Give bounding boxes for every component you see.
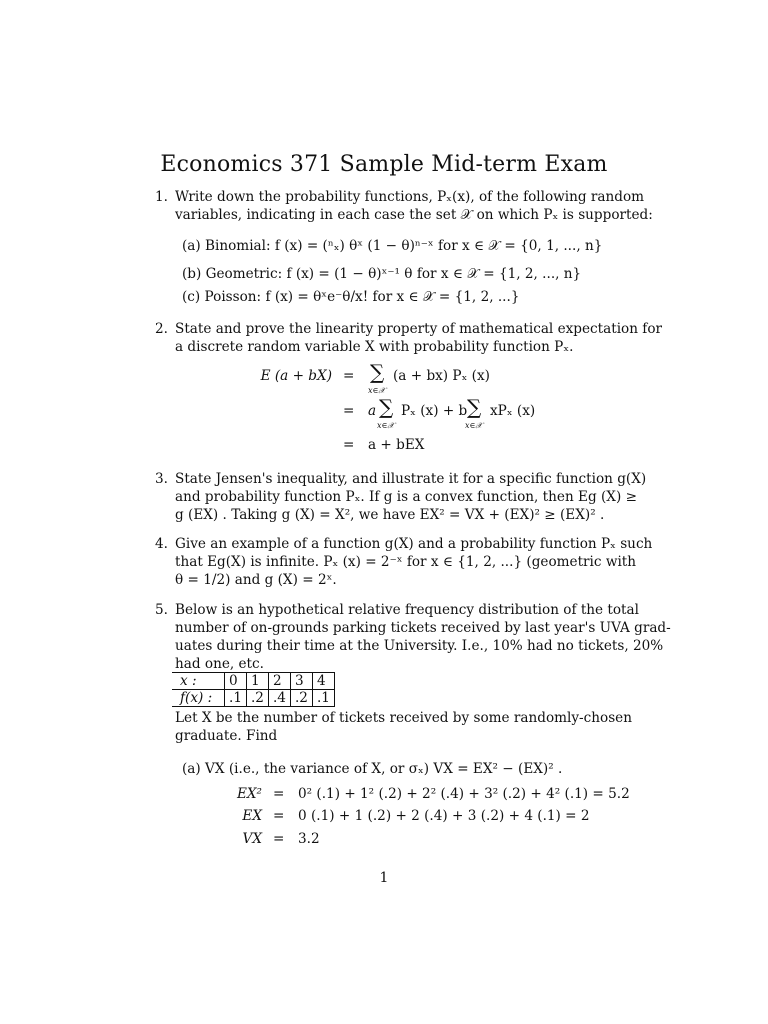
table-cell: .1 [225,690,247,707]
table-row-label: x : [172,673,225,690]
q5-text-line4: had one, etc. [175,656,264,672]
table-cell: 3 [290,673,312,690]
page-number: 1 [379,870,389,886]
q2-eq2-a: a [368,403,377,419]
table-cell: 1 [246,673,268,690]
q2-sum-subscript: x∈𝒳 [377,421,395,430]
q4-text-line3: θ = 1/2) and g (X) = 2ˣ. [175,572,337,588]
q2-sum-subscript: x∈𝒳 [465,421,483,430]
q2-number: 2. [155,321,168,337]
q5-number: 5. [155,602,168,618]
q5-eq3-lhs: VX [242,831,262,847]
q1-text-line1: Write down the probability functions, Pₓ(x), of the following random [175,189,645,205]
q2-eq2-sign: = [343,403,355,419]
table-row [172,690,334,707]
q5-text-line1: Below is an hypothetical relative frequency distribution of the total [175,602,639,618]
q5-eq1-lhs: EX² [236,786,262,802]
q1-number: 1. [155,189,168,205]
q1-text-line2: variables, indicating in each case the set 𝒳 on which Pₓ is supported: [175,207,653,223]
q2-eq3-sign: = [343,437,355,453]
q5-text-line3: uates during their time at the University. I.e., 10% had no tickets, 20% [175,638,664,654]
q1-part-a: (a) Binomial: f (x) = (ⁿₓ) θˣ (1 − θ)ⁿ⁻ˣ for x ∈ 𝒳 = {0, 1, ..., n} [182,238,603,254]
table-cell: 2 [268,673,290,690]
table-cell: .2 [290,690,312,707]
q5-eq2-rhs: 0 (.1) + 1 (.2) + 2 (.4) + 3 (.2) + 4 (.1) = 2 [298,808,590,824]
table-row-label: f(x) : [172,690,225,707]
summation-symbol: ∑ [379,395,394,419]
table-row [172,673,334,690]
q4-number: 4. [155,536,168,552]
table-cell: .4 [268,690,290,707]
q2-eq2-end: xPₓ (x) [490,403,536,419]
q5-eq2-sign: = [273,808,285,824]
q3-text-line2: and probability function Pₓ. If g is a convex function, then Eg (X) ≥ [175,489,637,505]
q3-number: 3. [155,471,168,487]
summation-symbol: ∑ [370,360,385,384]
q5-eq2-lhs: EX [242,808,262,824]
table-cell: .2 [246,690,268,707]
q2-eq3-rhs: a + bEX [368,437,425,453]
table-cell: .1 [312,690,334,707]
q5-eq3-rhs: 3.2 [298,831,320,847]
q2-text-line2: a discrete random variable X with probability function Pₓ. [175,339,574,355]
page-title: Economics 371 Sample Mid-term Exam [160,152,608,177]
q2-eq1-rhs: (a + bx) Pₓ (x) [393,368,490,384]
q1-part-b: (b) Geometric: f (x) = (1 − θ)ˣ⁻¹ θ for x ∈ 𝒳 = {1, 2, ..., n} [182,266,582,282]
q2-text-line1: State and prove the linearity property of mathematical expectation for [175,321,663,337]
q2-sum-subscript: x∈𝒳 [368,386,386,395]
q5-eq1-rhs: 0² (.1) + 1² (.2) + 2² (.4) + 3² (.2) + 4² (.1) = 5.2 [298,786,630,802]
summation-symbol: ∑ [467,395,482,419]
q5-text-line5: Let X be the number of tickets received by some randomly-chosen [175,710,632,726]
table-cell: 0 [225,673,247,690]
frequency-table [172,672,335,707]
table-cell: 4 [312,673,334,690]
q5-eq3-sign: = [273,831,285,847]
q5-text-line2: number of on-grounds parking tickets received by last year's UVA grad- [175,620,671,636]
q2-eq2-mid: Pₓ (x) + b [401,403,468,419]
q3-text-line1: State Jensen's inequality, and illustrate it for a specific function g(X) [175,471,647,487]
q4-text-line2: that Eg(X) is infinite. Pₓ (x) = 2⁻ˣ for x ∈ {1, 2, ...} (geometric with [175,554,637,570]
q5-text-line6: graduate. Find [175,728,278,744]
q5-part-a: (a) VX (i.e., the variance of X, or σₓ) VX = EX² − (EX)² . [182,761,563,777]
q2-eq1-sign: = [343,368,355,384]
q2-eq-lhs: E (a + bX) [260,368,332,384]
q5-eq1-sign: = [273,786,285,802]
q4-text-line1: Give an example of a function g(X) and a probability function Pₓ such [175,536,653,552]
q3-text-line3: g (EX) . Taking g (X) = X², we have EX² = VX + (EX)² ≥ (EX)² . [175,507,605,523]
q1-part-c: (c) Poisson: f (x) = θˣe⁻θ/x! for x ∈ 𝒳 = {1, 2, ...} [182,289,520,305]
